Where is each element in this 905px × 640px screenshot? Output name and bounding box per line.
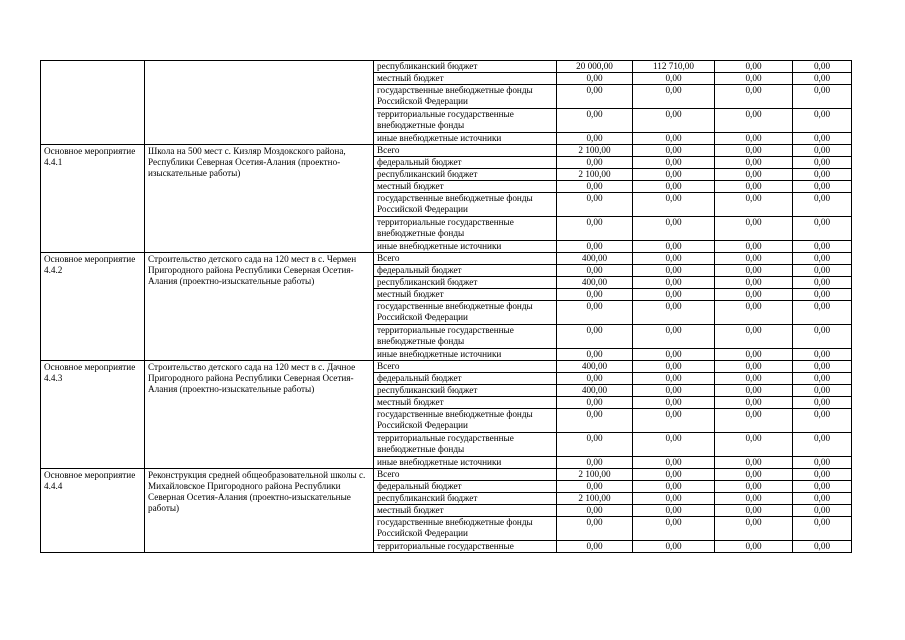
measure-number-cell: Основное мероприятие 4.4.4: [41, 469, 145, 553]
amount-cell: 0,00: [633, 349, 715, 361]
amount-cell: 0,00: [793, 241, 852, 253]
funding-source-cell: государственные внебюджетные фонды Российской Федерации: [374, 193, 557, 217]
amount-cell: 0,00: [793, 493, 852, 505]
amount-cell: 0,00: [633, 397, 715, 409]
amount-cell: 0,00: [633, 85, 715, 109]
measure-title-cell: Строительство детского сада на 120 мест в с. Чермен Пригородного района Республики Северная Осетия-Алания (проектно-изыскательные работы): [145, 253, 374, 361]
funding-source-cell: территориальные государственные внебюджетные фонды: [374, 325, 557, 349]
amount-cell: 0,00: [793, 109, 852, 133]
amount-cell: 0,00: [715, 481, 793, 493]
amount-cell: 0,00: [715, 265, 793, 277]
amount-cell: 0,00: [633, 361, 715, 373]
amount-cell: 0,00: [793, 385, 852, 397]
funding-source-cell: местный бюджет: [374, 505, 557, 517]
amount-cell: 0,00: [715, 349, 793, 361]
amount-cell: 0,00: [633, 193, 715, 217]
funding-source-cell: территориальные государственные внебюджетные фонды: [374, 433, 557, 457]
funding-source-cell: государственные внебюджетные фонды Российской Федерации: [374, 301, 557, 325]
amount-cell: 0,00: [793, 361, 852, 373]
amount-cell: 0,00: [633, 277, 715, 289]
amount-cell: 0,00: [557, 373, 633, 385]
funding-source-cell: Всего: [374, 145, 557, 157]
amount-cell: 0,00: [715, 277, 793, 289]
amount-cell: 0,00: [715, 505, 793, 517]
amount-cell: 0,00: [557, 109, 633, 133]
amount-cell: 0,00: [793, 397, 852, 409]
amount-cell: 0,00: [793, 325, 852, 349]
amount-cell: 0,00: [557, 265, 633, 277]
amount-cell: 0,00: [557, 481, 633, 493]
funding-source-cell: федеральный бюджет: [374, 481, 557, 493]
funding-source-cell: государственные внебюджетные фонды Российской Федерации: [374, 409, 557, 433]
amount-cell: 0,00: [557, 397, 633, 409]
funding-source-cell: республиканский бюджет: [374, 61, 557, 73]
measure-title-cell: Школа на 500 мест с. Кизляр Моздокского района, Республики Северная Осетия-Алания (проектно-изыскательные работы): [145, 145, 374, 253]
amount-cell: 2 100,00: [557, 469, 633, 481]
funding-source-cell: федеральный бюджет: [374, 157, 557, 169]
funding-source-cell: Всего: [374, 253, 557, 265]
amount-cell: 0,00: [557, 433, 633, 457]
amount-cell: 0,00: [715, 169, 793, 181]
amount-cell: 0,00: [715, 517, 793, 541]
amount-cell: 0,00: [633, 73, 715, 85]
amount-cell: 2 100,00: [557, 145, 633, 157]
budget-table: [40, 60, 852, 553]
amount-cell: 0,00: [793, 541, 852, 553]
amount-cell: 0,00: [715, 241, 793, 253]
funding-source-cell: территориальные государственные внебюджетные фонды: [374, 217, 557, 241]
amount-cell: 0,00: [715, 181, 793, 193]
amount-cell: 0,00: [633, 325, 715, 349]
table-row: [41, 469, 852, 481]
amount-cell: 0,00: [793, 133, 852, 145]
funding-source-cell: местный бюджет: [374, 181, 557, 193]
amount-cell: 0,00: [633, 409, 715, 433]
amount-cell: 0,00: [633, 157, 715, 169]
amount-cell: 0,00: [557, 133, 633, 145]
funding-source-cell: федеральный бюджет: [374, 373, 557, 385]
funding-source-cell: федеральный бюджет: [374, 265, 557, 277]
amount-cell: 0,00: [793, 433, 852, 457]
funding-source-cell: Всего: [374, 361, 557, 373]
funding-source-cell: местный бюджет: [374, 397, 557, 409]
amount-cell: 0,00: [633, 517, 715, 541]
amount-cell: 0,00: [793, 505, 852, 517]
amount-cell: 0,00: [715, 217, 793, 241]
amount-cell: 2 100,00: [557, 169, 633, 181]
amount-cell: 0,00: [715, 109, 793, 133]
measure-cell-empty: [41, 61, 145, 145]
amount-cell: 0,00: [557, 181, 633, 193]
amount-cell: 0,00: [793, 169, 852, 181]
amount-cell: 0,00: [793, 373, 852, 385]
amount-cell: 0,00: [793, 469, 852, 481]
amount-cell: 0,00: [633, 493, 715, 505]
amount-cell: 0,00: [633, 457, 715, 469]
table-row: [41, 253, 852, 265]
amount-cell: 0,00: [715, 73, 793, 85]
funding-source-cell: государственные внебюджетные фонды Российской Федерации: [374, 517, 557, 541]
amount-cell: 0,00: [793, 481, 852, 493]
measure-title-cell: Реконструкция средней общеобразовательной школы с. Михайловское Пригородного района Республики Северная Осетия-Алания (проектно-изыскательные работы): [145, 469, 374, 553]
amount-cell: 0,00: [715, 457, 793, 469]
amount-cell: 0,00: [793, 85, 852, 109]
funding-source-cell: иные внебюджетные источники: [374, 241, 557, 253]
amount-cell: 0,00: [557, 241, 633, 253]
amount-cell: 0,00: [793, 349, 852, 361]
amount-cell: 0,00: [633, 289, 715, 301]
amount-cell: 0,00: [633, 373, 715, 385]
amount-cell: 0,00: [715, 385, 793, 397]
amount-cell: 0,00: [715, 373, 793, 385]
amount-cell: 0,00: [793, 301, 852, 325]
amount-cell: 0,00: [715, 289, 793, 301]
amount-cell: 0,00: [557, 349, 633, 361]
amount-cell: 0,00: [557, 289, 633, 301]
amount-cell: 0,00: [633, 265, 715, 277]
table-row: [41, 61, 852, 73]
amount-cell: 0,00: [557, 505, 633, 517]
amount-cell: 0,00: [633, 301, 715, 325]
measure-number-cell: Основное мероприятие 4.4.3: [41, 361, 145, 469]
funding-source-cell: государственные внебюджетные фонды Российской Федерации: [374, 85, 557, 109]
amount-cell: 400,00: [557, 361, 633, 373]
funding-source-cell: республиканский бюджет: [374, 493, 557, 505]
amount-cell: 0,00: [715, 469, 793, 481]
amount-cell: 0,00: [633, 133, 715, 145]
amount-cell: 0,00: [633, 109, 715, 133]
amount-cell: 0,00: [715, 433, 793, 457]
amount-cell: 0,00: [633, 253, 715, 265]
amount-cell: 0,00: [633, 385, 715, 397]
amount-cell: 20 000,00: [557, 61, 633, 73]
amount-cell: 0,00: [557, 541, 633, 553]
funding-source-cell: местный бюджет: [374, 289, 557, 301]
funding-source-cell: Всего: [374, 469, 557, 481]
amount-cell: 0,00: [633, 181, 715, 193]
amount-cell: 0,00: [793, 253, 852, 265]
amount-cell: 0,00: [557, 85, 633, 109]
amount-cell: 0,00: [633, 217, 715, 241]
amount-cell: 0,00: [793, 193, 852, 217]
funding-source-cell: иные внебюджетные источники: [374, 457, 557, 469]
amount-cell: 0,00: [557, 325, 633, 349]
amount-cell: 0,00: [715, 193, 793, 217]
amount-cell: 0,00: [715, 145, 793, 157]
amount-cell: 0,00: [557, 457, 633, 469]
amount-cell: 0,00: [793, 517, 852, 541]
amount-cell: 0,00: [633, 241, 715, 253]
amount-cell: 112 710,00: [633, 61, 715, 73]
amount-cell: 2 100,00: [557, 493, 633, 505]
amount-cell: 0,00: [633, 481, 715, 493]
amount-cell: 0,00: [715, 397, 793, 409]
amount-cell: 0,00: [793, 265, 852, 277]
amount-cell: 0,00: [793, 157, 852, 169]
amount-cell: 0,00: [793, 181, 852, 193]
funding-source-cell: иные внебюджетные источники: [374, 133, 557, 145]
amount-cell: 0,00: [557, 217, 633, 241]
amount-cell: 0,00: [715, 493, 793, 505]
table-row: [41, 145, 852, 157]
amount-cell: 0,00: [715, 61, 793, 73]
title-cell-empty: [145, 61, 374, 145]
amount-cell: 400,00: [557, 385, 633, 397]
amount-cell: 0,00: [793, 289, 852, 301]
funding-source-cell: республиканский бюджет: [374, 385, 557, 397]
amount-cell: 0,00: [715, 85, 793, 109]
amount-cell: 0,00: [633, 433, 715, 457]
amount-cell: 0,00: [557, 301, 633, 325]
table-row: [41, 361, 852, 373]
amount-cell: 0,00: [793, 409, 852, 433]
amount-cell: 0,00: [715, 301, 793, 325]
amount-cell: 0,00: [715, 157, 793, 169]
amount-cell: 0,00: [793, 145, 852, 157]
funding-source-cell: местный бюджет: [374, 73, 557, 85]
funding-source-cell: территориальные государственные внебюджетные фонды: [374, 109, 557, 133]
amount-cell: 400,00: [557, 277, 633, 289]
amount-cell: 0,00: [633, 541, 715, 553]
funding-source-cell: республиканский бюджет: [374, 169, 557, 181]
amount-cell: 0,00: [557, 157, 633, 169]
amount-cell: 0,00: [715, 409, 793, 433]
amount-cell: 0,00: [715, 133, 793, 145]
funding-source-cell: территориальные государственные: [374, 541, 557, 553]
amount-cell: 0,00: [715, 325, 793, 349]
amount-cell: 0,00: [557, 73, 633, 85]
amount-cell: 0,00: [793, 217, 852, 241]
amount-cell: 0,00: [715, 361, 793, 373]
amount-cell: 0,00: [715, 253, 793, 265]
amount-cell: 400,00: [557, 253, 633, 265]
measure-number-cell: Основное мероприятие 4.4.2: [41, 253, 145, 361]
amount-cell: 0,00: [715, 541, 793, 553]
amount-cell: 0,00: [633, 145, 715, 157]
amount-cell: 0,00: [633, 505, 715, 517]
measure-number-cell: Основное мероприятие 4.4.1: [41, 145, 145, 253]
funding-source-cell: иные внебюджетные источники: [374, 349, 557, 361]
amount-cell: 0,00: [557, 193, 633, 217]
amount-cell: 0,00: [793, 457, 852, 469]
measure-title-cell: Строительство детского сада на 120 мест в с. Дачное Пригородного района Республики Северная Осетия-Алания (проектно-изыскательные работы): [145, 361, 374, 469]
amount-cell: 0,00: [793, 61, 852, 73]
amount-cell: 0,00: [633, 169, 715, 181]
amount-cell: 0,00: [793, 277, 852, 289]
amount-cell: 0,00: [557, 517, 633, 541]
funding-source-cell: республиканский бюджет: [374, 277, 557, 289]
amount-cell: 0,00: [557, 409, 633, 433]
amount-cell: 0,00: [793, 73, 852, 85]
amount-cell: 0,00: [633, 469, 715, 481]
